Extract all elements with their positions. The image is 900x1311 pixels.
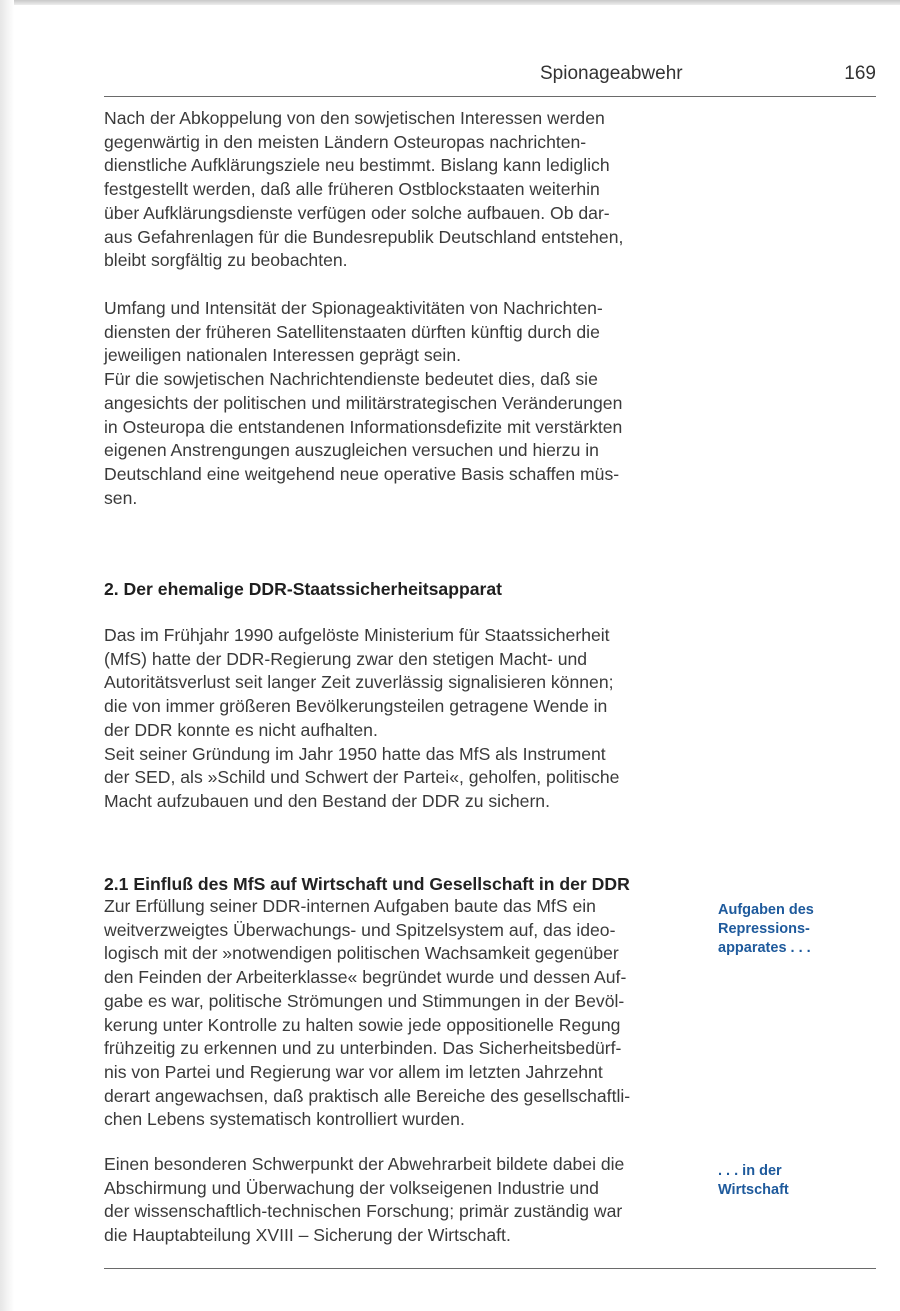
text-line: der DDR konnte es nicht aufhalten. <box>104 719 378 740</box>
text-line: Einen besonderen Schwerpunkt der Abwehrarbeit bildete dabei die <box>104 1154 625 1174</box>
text-line: Für die sowjetischen Nachrichtendienste bedeutet dies, daß sie <box>104 369 598 390</box>
text-line: diensten der früheren Satellitenstaaten dürften künftig durch die <box>104 321 600 342</box>
text-line: in Osteuropa die entstandenen Informationsdefizite mit verstärkten <box>104 416 623 437</box>
text-line: Seit seiner Gründung im Jahr 1950 hatte das MfS als Instrument <box>104 743 606 764</box>
running-title: Spionageabwehr <box>540 63 683 84</box>
footer-rule <box>104 1268 876 1269</box>
section-heading: 2. Der ehemalige DDR-Staatssicherheitsapparat <box>104 579 502 599</box>
page-top-edge <box>0 0 900 5</box>
margin-note-line: Aufgaben des <box>718 902 814 918</box>
subsection-heading: 2.1 Einfluß des MfS auf Wirtschaft und Gesellschaft in der DDR <box>104 874 630 894</box>
text-line: der SED, als »Schild und Schwert der Partei«, geholfen, politische <box>104 767 620 788</box>
text-line: festgestellt werden, daß alle früheren Ostblockstaaten weiterhin <box>104 179 600 200</box>
text-line: die Hauptabteilung XVIII – Sicherung der Wirtschaft. <box>104 1225 511 1246</box>
text-line: Autoritätsverlust seit langer Zeit zuverlässig signalisieren können; <box>104 672 614 693</box>
text-line: jeweiligen nationalen Interessen geprägt sein. <box>104 345 462 366</box>
text-line: Nach der Abkoppelung von den sowjetischen Interessen werden <box>104 108 605 128</box>
text-line: derart angewachsen, daß praktisch alle Bereiche des gesellschaftli- <box>104 1085 631 1106</box>
text-line: Deutschland eine weitgehend neue operative Basis schaffen müs- <box>104 463 620 484</box>
paragraph-2 <box>104 297 694 510</box>
text-line: den Feinden der Arbeiterklasse« begründet wurde und dessen Auf- <box>104 967 627 988</box>
paragraph-5 <box>104 1153 694 1248</box>
margin-note-line: apparates . . . <box>718 940 811 956</box>
page-left-edge <box>0 0 14 1311</box>
text-line: eigenen Anstrengungen auszugleichen versuchen und hierzu in <box>104 440 599 461</box>
text-line: Zur Erfüllung seiner DDR-internen Aufgaben baute das MfS ein <box>104 896 596 916</box>
text-line: die von immer größeren Bevölkerungsteilen getragene Wende in <box>104 696 608 717</box>
text-line: nis von Partei und Regierung war vor allem im letzten Jahrzehnt <box>104 1061 603 1082</box>
page-header <box>104 63 876 89</box>
text-line: chen Lebens systematisch kontrolliert wurden. <box>104 1109 465 1130</box>
text-line: gabe es war, politische Strömungen und Stimmungen in der Bevöl- <box>104 990 625 1011</box>
text-line: kerung unter Kontrolle zu halten sowie jede oppositionelle Regung <box>104 1014 621 1035</box>
header-rule <box>104 96 876 97</box>
text-line: gegenwärtig in den meisten Ländern Osteuropas nachrichten- <box>104 131 587 152</box>
text-line: Abschirmung und Überwachung der volkseigenen Industrie und <box>104 1177 599 1198</box>
margin-note-line: Wirtschaft <box>718 1182 789 1198</box>
text-line: weitverzweigtes Überwachungs- und Spitzelsystem auf, das ideo- <box>104 919 616 940</box>
margin-note-repression <box>718 901 858 958</box>
margin-note-line: . . . in der <box>718 1163 782 1179</box>
text-line: Macht aufzubauen und den Bestand der DDR zu sichern. <box>104 790 550 811</box>
text-line: der wissenschaftlich-technischen Forschung; primär zuständig war <box>104 1201 623 1222</box>
text-line: über Aufklärungsdienste verfügen oder solche aufbauen. Ob dar- <box>104 202 610 223</box>
text-line: aus Gefahrenlagen für die Bundesrepublik Deutschland entstehen, <box>104 226 624 247</box>
page-number: 169 <box>844 63 876 84</box>
text-line: bleibt sorgfältig zu beobachten. <box>104 250 348 271</box>
margin-note-line: Repressions- <box>718 921 810 937</box>
margin-note-economy <box>718 1162 858 1200</box>
text-line: Das im Frühjahr 1990 aufgelöste Ministerium für Staatssicherheit <box>104 625 610 645</box>
paragraph-3 <box>104 624 694 814</box>
text-line: (MfS) hatte der DDR-Regierung zwar den stetigen Macht- und <box>104 648 588 669</box>
text-line: angesichts der politischen und militärstrategischen Veränderungen <box>104 392 623 413</box>
text-line: Umfang und Intensität der Spionageaktivitäten von Nachrichten- <box>104 298 603 318</box>
paragraph-1 <box>104 107 694 273</box>
text-line: logisch mit der »notwendigen politischen Wachsamkeit gegenüber <box>104 943 619 964</box>
text-line: sen. <box>104 487 138 508</box>
text-line: frühzeitig zu erkennen und zu unterbinden. Das Sicherheitsbedürf- <box>104 1038 622 1059</box>
paragraph-4 <box>104 895 694 1132</box>
text-line: dienstliche Aufklärungsziele neu bestimmt. Bislang kann lediglich <box>104 155 610 176</box>
